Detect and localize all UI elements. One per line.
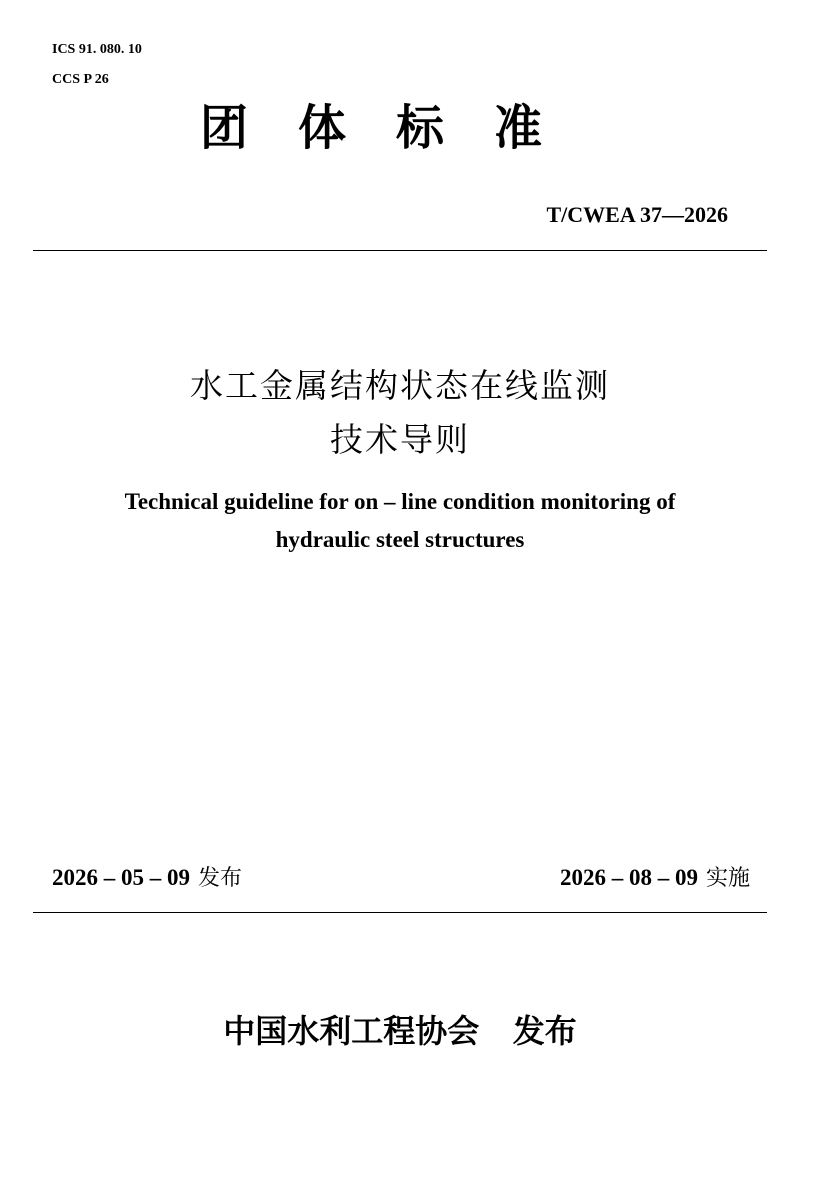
chinese-title-line-2: 技术导则 <box>330 420 470 459</box>
publisher-line <box>0 1008 800 1054</box>
issue-label: 发布 <box>198 866 243 891</box>
chinese-title-line-1: 水工金属结构状态在线监测 <box>190 366 610 405</box>
publisher-name: 中国水利工程协会 <box>223 1012 480 1050</box>
bottom-divider <box>33 912 767 913</box>
english-title-line-1: Technical guideline for on – line condition monitoring of <box>124 489 676 514</box>
standard-code: T/CWEA 37—2026 <box>546 202 728 227</box>
english-title-line-2: hydraulic steel structures <box>275 527 525 552</box>
issue-date-block <box>52 862 242 895</box>
ics-code: ICS 91. 080. 10 <box>52 42 142 57</box>
implementation-date: 2026 – 08 – 09 <box>559 865 698 890</box>
implementation-date-block <box>560 862 750 895</box>
publisher-action: 发布 <box>512 1012 577 1050</box>
issue-date: 2026 – 05 – 09 <box>52 865 190 890</box>
ccs-code: CCS P 26 <box>52 72 109 87</box>
top-divider <box>33 250 767 251</box>
implementation-label: 实施 <box>705 866 750 891</box>
document-type-heading: 团体标准 <box>200 100 593 156</box>
